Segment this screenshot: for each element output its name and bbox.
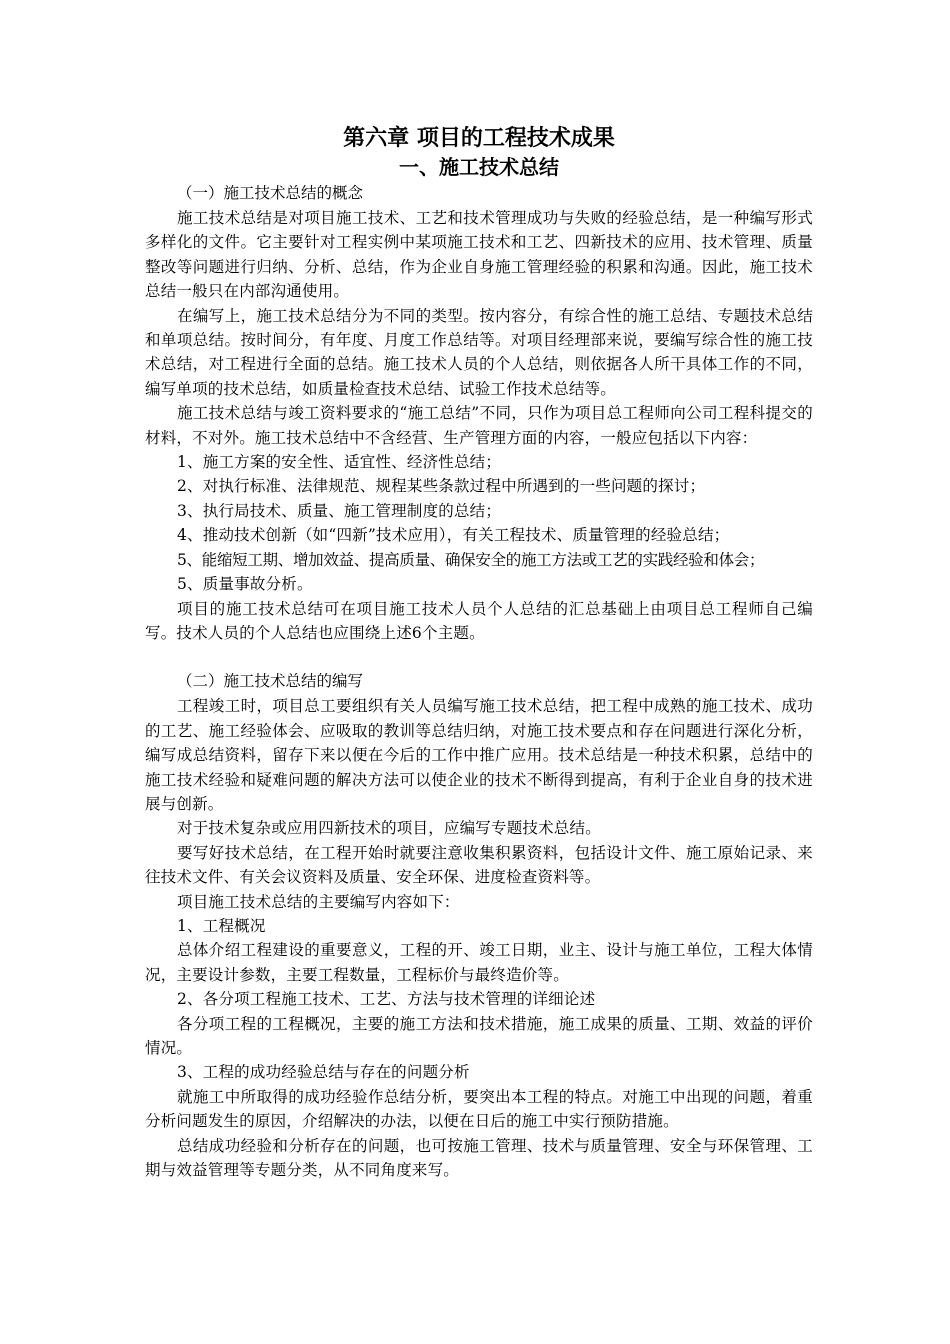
heading-item: 3、工程的成功经验总结与存在的问题分析 xyxy=(177,1063,470,1082)
list-item: 5、质量事故分析。 xyxy=(177,575,313,594)
list-item: 4、推动技术创新（如“四新”技术应用），有关工程技术、质量管理的经验总结； xyxy=(177,526,730,545)
document-page xyxy=(145,123,813,1182)
paragraph: 对于技术复杂或应用四新技术的项目，应编写专题技术总结。 xyxy=(177,819,601,838)
chapter-title: 第六章 项目的工程技术成果 xyxy=(343,125,615,151)
paragraph: 施工技术总结与竣工资料要求的“施工总结”不同，只作为项目总工程师向公司工程科提交的材料，不对外。施工技术总结中不含经营、生产管理方面的内容，一般应包括以下内容： xyxy=(145,404,813,447)
paragraph: 工程竣工时，项目总工要组织有关人员编写施工技术总结，把工程中成熟的施工技术、成功的工艺、施工经验体会、应吸取的教训等总结归纳，对施工技术要点和存在问题进行深化分析，编写成总结资料，留存下来以便在今后的工作中推广应用。技术总结是一种技术积累，总结中的施工技术经验和疑难问题的解决方法可以使企业的技术不断得到提高，有利于企业自身的技术进展与创新。 xyxy=(145,697,813,813)
subsection-title-concept: （一）施工技术总结的概念 xyxy=(177,184,364,202)
blank-line xyxy=(145,645,813,669)
section-title: 一、施工技术总结 xyxy=(399,155,559,179)
subsection-title-writing: （二）施工技术总结的编写 xyxy=(177,672,364,691)
paragraph: 总体介绍工程建设的重要意义，工程的开、竣工日期，业主、设计与施工单位，工程大体情况，主要设计参数，主要工程数量，工程标价与最终造价等。 xyxy=(145,941,813,984)
list-item: 3、执行局技术、质量、施工管理制度的总结； xyxy=(177,501,502,520)
paragraph: 项目施工技术总结的主要编写内容如下： xyxy=(177,892,460,911)
paragraph: 在编写上，施工技术总结分为不同的类型。按内容分，有综合性的施工总结、专题技术总结和单项总结。按时间分，有年度、月度工作总结等。对项目经理部来说，要编写综合性的施工技术总结，对工程进行全面的总结。施工技术人员的个人总结，则依据各人所干具体工作的不同，编写单项的技术总结，如质量检查技术总结、试验工作技术总结等。 xyxy=(145,306,813,398)
paragraph: 施工技术总结是对项目施工技术、工艺和技术管理成功与失败的经验总结，是一种编写形式多样化的文件。它主要针对工程实例中某项施工技术和工艺、四新技术的应用、技术管理、质量整改等问题进行归纳、分析、总结，作为企业自身施工管理经验的积累和沟通。因此，施工技术总结一般只在内部沟通使用。 xyxy=(145,209,813,301)
paragraph: 各分项工程的工程概况，主要的施工方法和技术措施，施工成果的质量、工期、效益的评价情况。 xyxy=(145,1014,813,1057)
paragraph: 项目的施工技术总结可在项目施工技术人员个人总结的汇总基础上由项目总工程师自己编写。技术人员的个人总结也应围绕上述6个主题。 xyxy=(145,599,813,642)
list-item: 2、对执行标准、法律规范、规程某些条款过程中所遇到的一些问题的探讨； xyxy=(177,477,706,496)
heading-item: 1、工程概况 xyxy=(177,916,266,935)
list-item: 5、能缩短工期、增加效益、提高质量、确保安全的施工方法或工艺的实践经验和体会； xyxy=(177,550,765,569)
list-item: 1、施工方案的安全性、适宜性、经济性总结； xyxy=(177,453,502,472)
paragraph: 要写好技术总结，在工程开始时就要注意收集积累资料，包括设计文件、施工原始记录、来往技术文件、有关会议资料及质量、安全环保、进度检查资料等。 xyxy=(145,843,813,887)
heading-item: 2、各分项工程施工技术、工艺、方法与技术管理的详细论述 xyxy=(177,990,596,1009)
paragraph: 总结成功经验和分析存在的问题，也可按施工管理、技术与质量管理、安全与环保管理、工期与效益管理等专题分类，从不同角度来写。 xyxy=(145,1136,813,1180)
paragraph: 就施工中所取得的成功经验作总结分析，要突出本工程的特点。对施工中出现的问题，着重分析问题发生的原因，介绍解决的办法，以便在日后的施工中实行预防措施。 xyxy=(145,1087,813,1131)
